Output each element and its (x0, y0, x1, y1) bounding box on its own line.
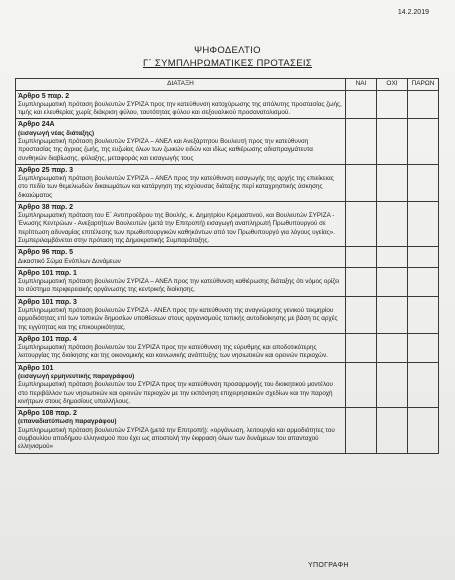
article-reference: Άρθρο 24Α (18, 121, 55, 129)
vote-cell-yes[interactable] (346, 333, 377, 362)
article-reference: Άρθρο 5 παρ. 2 (18, 92, 70, 100)
vote-cell-no[interactable] (377, 333, 408, 362)
vote-cell-present[interactable] (408, 333, 439, 362)
table-row (16, 296, 439, 333)
provision-cell (16, 267, 346, 296)
article-reference: Άρθρο 38 παρ. 2 (18, 203, 74, 211)
article-reference: Άρθρο 101 παρ. 3 (18, 298, 77, 306)
table-row (16, 247, 439, 268)
table-row (16, 90, 439, 119)
provision-cell (16, 119, 346, 164)
vote-cell-present[interactable] (408, 90, 439, 119)
vote-cell-no[interactable] (377, 362, 408, 407)
provision-cell (16, 408, 346, 453)
column-header-present: ΠΑΡΩΝ (408, 79, 439, 91)
vote-cell-no[interactable] (377, 90, 408, 119)
provision-text: Συμπληρωματική πρόταση βουλευτών του ΣΥΡΙΖΑ προς την κατεύθυνση της εύρυθμης και αποδοτικότερης λειτουργίας της διοίκησης και της οικονομικής και κοινωνικής ανάπτυξης των νησιωτικών και ορεινών περιοχών. (18, 344, 328, 360)
article-note: (εισαγωγή νέας διάταξης) (18, 129, 95, 137)
provision-cell (16, 90, 346, 119)
column-header-no: ΟΧΙ (377, 79, 408, 91)
vote-cell-yes[interactable] (346, 164, 377, 201)
vote-cell-yes[interactable] (346, 362, 377, 407)
vote-cell-present[interactable] (408, 296, 439, 333)
vote-cell-present[interactable] (408, 247, 439, 268)
provision-text: Συμπληρωματική πρόταση του Ε΄ Αντιπροέδρου της Βουλής, κ. Δημητρίου Κρεμαστινού, και Βουλευτών ΣΥΡΙΖΑ - Ένωσης Κεντρώων - Ανεξαρτήτων Βουλευτών (μετά την Επιτροπή) εισαγωγή αναπληρωτή Πρωθυπουργού σε περίπτωση αδυναμίας επιτέλεσης των πρωθυπουργικών καθηκόντων από τον Πρωθυπουργό για λόγους υγείας». Συμπεριλαμβάνεται στην πρόταση της Δημοκρατικής Συμπαράταξης. (18, 212, 335, 245)
vote-cell-yes[interactable] (346, 296, 377, 333)
page-subtitle: Γ΄ ΣΥΜΠΛΗΡΩΜΑΤΙΚΕΣ ΠΡΟΤΑΣΕΙΣ (143, 58, 312, 69)
provision-text: Συμπληρωματική πρόταση βουλευτών του ΣΥΡΙΖΑ προς την κατεύθυνση προσαρμογής του διοικητικού μοντέλου στο περιβάλλον των νησιωτικών και ορεινών περιοχών με την εκπόνηση επιχειρησιακών σχεδίων και την παροχή κινήτρων στους δημοσίους υπαλλήλους. (18, 381, 333, 405)
vote-cell-no[interactable] (377, 164, 408, 201)
provision-text: Δικαστικό Σώμα Ενόπλων Δυνάμεων (18, 257, 121, 265)
article-reference: Άρθρο 108 παρ. 2 (18, 410, 77, 418)
table-row (16, 164, 439, 201)
provision-text: Συμπληρωματική πρόταση βουλευτών ΣΥΡΙΖΑ - ΑΝΕΛ προς την κατεύθυνση της αναγνώρισης γενικού τεκμηρίου αρμοδιότητας επί των τοπικών δημοσίων υποθέσεων στους οργανισμούς τοπικής αυτοδιοίκησης με βάση τις αρχές της εγγύτητας και της επικουρικότητας. (18, 306, 338, 331)
signature-label: ΥΠΟΓΡΑΦΗ (308, 562, 349, 569)
vote-cell-yes[interactable] (346, 247, 377, 268)
provision-cell (16, 333, 346, 362)
vote-cell-no[interactable] (377, 247, 408, 268)
vote-cell-yes[interactable] (346, 201, 377, 246)
article-reference: Άρθρο 101 παρ. 1 (18, 269, 77, 277)
article-reference: Άρθρο 96 παρ. 5 (18, 249, 74, 257)
vote-cell-no[interactable] (377, 119, 408, 164)
vote-cell-yes[interactable] (346, 90, 377, 119)
provision-cell (16, 201, 346, 246)
vote-cell-no[interactable] (377, 201, 408, 246)
table-header-row (16, 79, 439, 91)
ballot-table (15, 78, 439, 454)
article-reference: Άρθρο 101 παρ. 4 (18, 335, 77, 343)
date-label: 14.2.2019 (397, 9, 429, 16)
article-note: (επαναδιατύπωση παραγράφου) (18, 418, 117, 426)
vote-cell-present[interactable] (408, 119, 439, 164)
page-title: ΨΗΦΟΔΕΛΤΙΟ (194, 45, 261, 56)
provision-cell (16, 164, 346, 201)
column-header-provision: ΔΙΑΤΑΞΗ (16, 79, 346, 91)
table-row (16, 119, 439, 164)
provision-text: Συμπληρωματική πρόταση βουλευτών ΣΥΡΙΖΑ (μετά την Επιτροπή): «οργάνωση, λειτουργία και αρμοδιότητες του συμβουλίου αποδήμου ελληνισμού που έχει ως αποστολή την έκφραση όλων των δυνάμεων του απανταχού ελληνισμού» (18, 426, 335, 451)
article-reference: Άρθρο 101 (18, 364, 54, 372)
vote-cell-present[interactable] (408, 408, 439, 453)
vote-cell-no[interactable] (377, 408, 408, 453)
table-row (16, 362, 439, 407)
vote-cell-yes[interactable] (346, 408, 377, 453)
vote-cell-present[interactable] (408, 201, 439, 246)
vote-cell-no[interactable] (377, 267, 408, 296)
provision-text: Συμπληρωματική πρόταση βουλευτών ΣΥΡΙΖΑ – ΑΝΕΛ και Ανεξάρτητου Βουλευτή προς την κατεύθυνση προστασίας της άγριας ζωής, της ευζωίας όλων των ζωικών ειδών και ιδίως καθιέρωσης αδιαπραγμάτευτα συνθηκών διαβίωσης, φύλαξης, μεταφοράς και εισαγωγής τους (18, 137, 313, 162)
vote-cell-present[interactable] (408, 267, 439, 296)
provision-cell (16, 296, 346, 333)
vote-cell-present[interactable] (408, 362, 439, 407)
vote-cell-no[interactable] (377, 296, 408, 333)
table-row (16, 267, 439, 296)
table-row (16, 201, 439, 246)
vote-cell-yes[interactable] (346, 267, 377, 296)
table-row (16, 333, 439, 362)
vote-cell-yes[interactable] (346, 119, 377, 164)
provision-cell (16, 247, 346, 268)
article-reference: Άρθρο 25 παρ. 3 (18, 166, 74, 174)
vote-cell-present[interactable] (408, 164, 439, 201)
article-note: (εισαγωγή ερμηνευτικής παραγράφου) (18, 372, 135, 380)
provision-text: Συμπληρωματική πρόταση βουλευτών ΣΥΡΙΖΑ προς την κατεύθυνση κατοχύρωσης της απόλυτης προστασίας ζωής, τιμής και ελευθερίας χωρίς διάκριση φύλου, ταυτότητας φύλου και σεξουαλικού προσανατολισμού. (18, 100, 342, 117)
table-row (16, 408, 439, 453)
column-header-yes: ΝΑΙ (346, 79, 377, 91)
provision-cell (16, 362, 346, 407)
provision-text: Συμπληρωματική πρόταση βουλευτών ΣΥΡΙΖΑ – ΑΝΕΛ προς την κατεύθυνση καθιέρωσης διάταξης ότι νόμος ορίζει το σύστημα περιφερειακής οργάνωσης της κεντρικής διοίκησης. (18, 278, 340, 294)
provision-text: Συμπληρωματική πρόταση βουλευτών ΣΥΡΙΖΑ – ΑΝΕΛ προς την κατεύθυνση εισαγωγής της αρχής της επιείκειας στο πεδίο των θεμελιωδών δικαιωμάτων και κατάργηση της ισχύουσας διάταξης περί καταχρηστικής άσκησης δικαιώματος (18, 175, 334, 199)
